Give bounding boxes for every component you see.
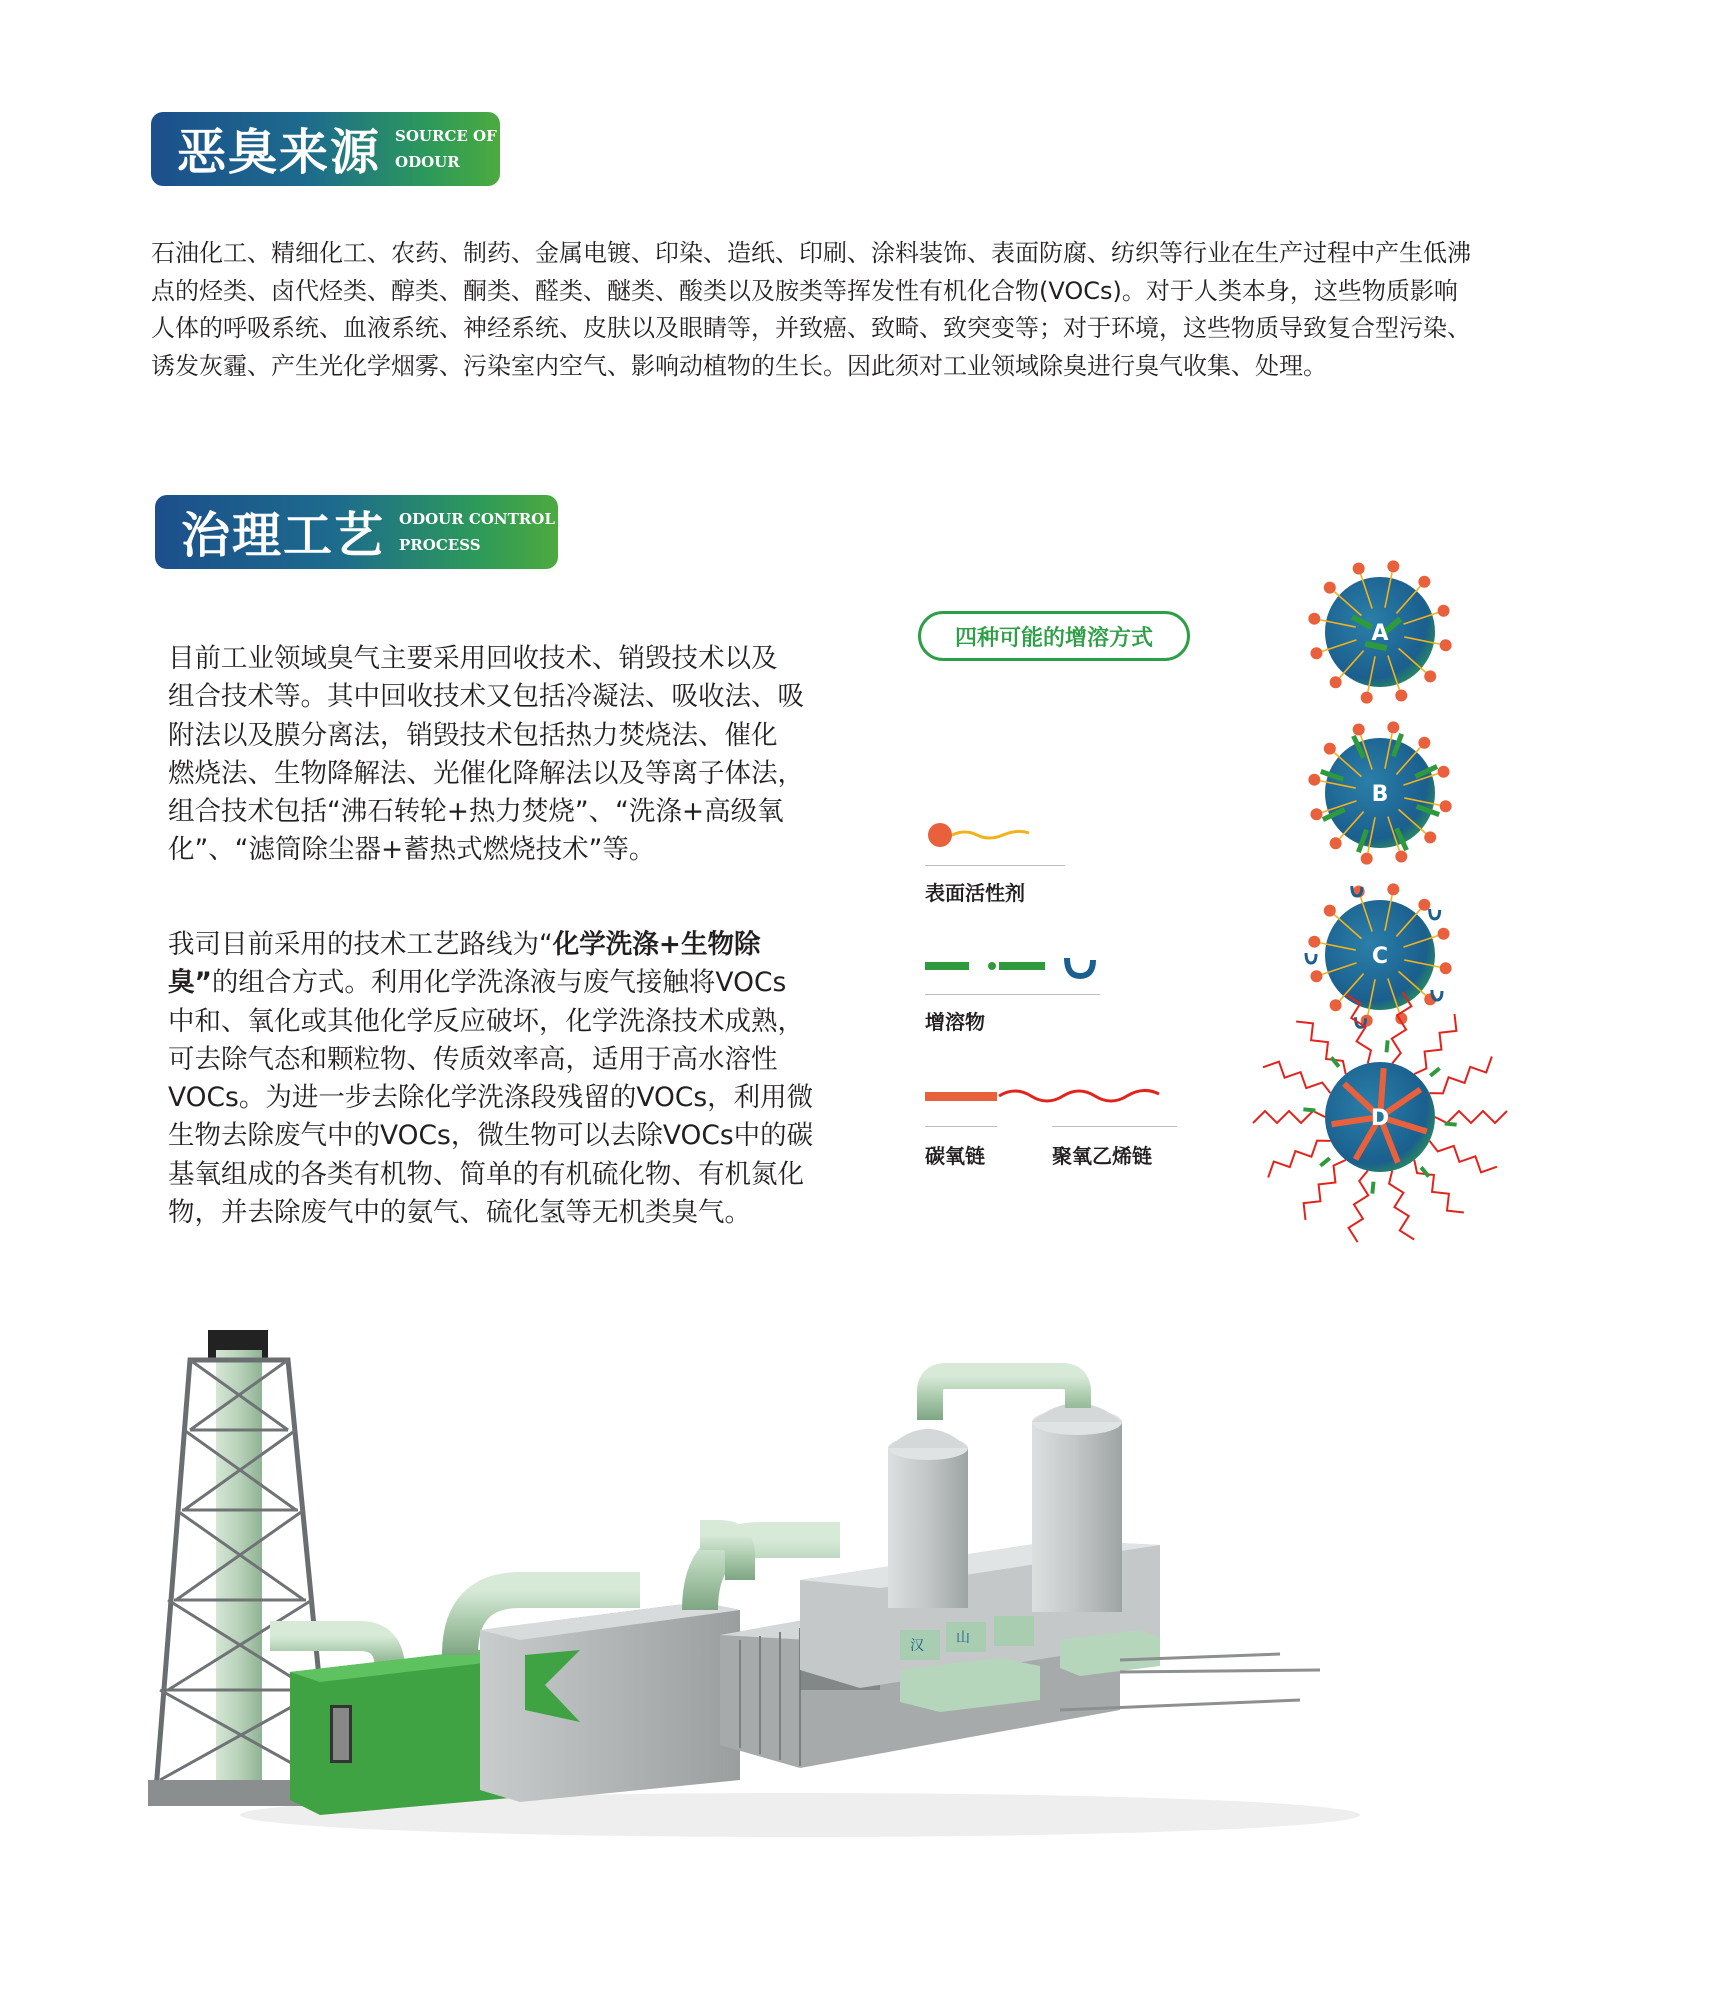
section-title-cn: 治理工艺 <box>181 507 386 564</box>
paragraph-line: 目前工业领域臭气主要采用回收技术、销毁技术以及 <box>168 643 778 674</box>
peo-chain <box>1304 1160 1346 1220</box>
surfactant-head <box>1330 999 1342 1011</box>
surfactant-head <box>1353 723 1365 735</box>
micelle-label: D <box>1370 1106 1390 1131</box>
paragraph-line: 可去除气态和颗粒物、传质效率高，适用于高水溶性 <box>168 1043 778 1075</box>
surfactant-head <box>1324 582 1336 594</box>
section-title-en-line: PROCESS <box>399 536 481 554</box>
solubilizer <box>1306 953 1316 963</box>
peo-chain <box>1268 1141 1330 1178</box>
surfactant-head <box>1438 605 1450 617</box>
panel-mark: 山 <box>956 1630 970 1646</box>
surfactant-head <box>1387 883 1399 895</box>
micelle-label: A <box>1371 621 1389 646</box>
paragraph-line: 人体的呼吸系统、血液系统、神经系统、皮肤以及眼睛等，并致癌、致畸、致突变等；对于环境，这些物质导致复合型污染、 <box>151 314 1471 342</box>
paragraph-text: 我司目前采用的技术工艺路线为“ <box>168 929 553 960</box>
solubilizer <box>1303 1109 1315 1110</box>
surfactant-head <box>1308 613 1320 625</box>
surfactant-head <box>1440 962 1452 974</box>
legend-divider <box>925 865 1065 866</box>
solubilizer-legend-icon <box>925 950 1105 984</box>
paragraph-line: 基氧组成的各类有机物、简单的有机硫化物、有机氮化 <box>168 1158 804 1190</box>
source-paragraph <box>151 235 1471 385</box>
paragraph-line: 石油化工、精细化工、农药、制药、金属电镀、印染、造纸、印刷、涂料装饰、表面防腐、纺织等行业在生产过程中产生低沸 <box>151 239 1471 267</box>
surfactant-head <box>1418 737 1430 749</box>
section-title-en <box>395 123 497 175</box>
surfactant-legend-icon <box>925 815 1045 855</box>
paragraph-line: VOCs。为进一步去除化学洗涤段残留的VOCs，利用微 <box>168 1082 814 1114</box>
legend-divider <box>1052 1126 1177 1127</box>
surfactant-head <box>1330 837 1342 849</box>
section-title-en-line: ODOUR <box>395 153 460 171</box>
solubilizer <box>1445 1123 1457 1124</box>
section-title-en-line: SOURCE OF <box>395 127 497 145</box>
solubilizer <box>1372 1182 1373 1194</box>
section-title-en <box>399 506 555 558</box>
surfactant-head <box>1395 851 1407 863</box>
section-banner-control <box>155 495 558 569</box>
paragraph-line: 燃烧法、生物降解法、光催化降解法以及等离子体法， <box>168 757 804 789</box>
solubilizer <box>1432 990 1442 1000</box>
surfactant-head <box>1361 692 1373 704</box>
surfactant-head <box>1308 936 1320 948</box>
surfactant-head <box>1330 676 1342 688</box>
carbon-chain <box>1380 1068 1383 1111</box>
solubilizer <box>1320 1158 1329 1166</box>
peo-chain <box>1430 1141 1497 1172</box>
surfactant-head <box>1438 928 1450 940</box>
surfactant-head <box>1310 647 1322 659</box>
paragraph-text: 的组合方式。利用化学洗涤液与废气接触将VOCs <box>211 967 787 999</box>
surfactant-head <box>1324 905 1336 917</box>
surfactant-head <box>1324 743 1336 755</box>
surfactant-head <box>1424 831 1436 843</box>
section-title-cn: 恶臭来源 <box>177 124 382 181</box>
paragraph-line: 物，并去除废气中的氨气、硫化氢等无机类臭气。 <box>168 1197 751 1229</box>
micelle-diagram <box>1240 560 1520 1260</box>
paragraph-line: 附法以及膜分离法，销毁技术包括热力焚烧法、催化 <box>168 719 778 751</box>
surfactant-head <box>1361 853 1373 865</box>
chain-legend-icon <box>925 1082 1185 1112</box>
tower-tank-right <box>1032 1403 1122 1612</box>
control-paragraph-1 <box>168 640 804 870</box>
surfactant-head <box>1440 800 1452 812</box>
peo-chain <box>1263 1062 1330 1093</box>
paragraph-line <box>168 926 813 964</box>
fan-box <box>290 1650 510 1815</box>
legend-label-carbon-chain: 碳氧链 <box>925 1144 985 1168</box>
solubilizer <box>1386 1040 1387 1052</box>
solubilizer <box>1430 909 1440 919</box>
surfactant-head <box>1440 639 1452 651</box>
legend-label-solubilizer: 增溶物 <box>925 1010 985 1034</box>
paragraph-line: 诱发灰霾、产生光化学烟雾、污染室内空气、影响动植物的生长。因此须对工业领域除臭进行臭气收集、处理。 <box>151 351 1327 380</box>
surfactant-head <box>1310 970 1322 982</box>
surfactant-head <box>1387 560 1399 572</box>
solubilizer <box>1430 1068 1439 1076</box>
filter-unit <box>480 1602 740 1802</box>
surfactant-head <box>1387 721 1399 733</box>
surfactant-head <box>1424 670 1436 682</box>
paragraph-bold-text: 臭” <box>168 967 212 999</box>
paragraph-line: 组合技术等。其中回收技术又包括冷凝法、吸收法、吸 <box>168 681 804 713</box>
peo-chain <box>1430 1056 1492 1093</box>
tower-tank-left <box>888 1429 968 1608</box>
surfactant-head <box>1308 774 1320 786</box>
paragraph-line: 中和、氧化或其他化学反应破坏，化学洗涤技术成熟， <box>168 1005 804 1037</box>
peo-chain <box>1414 1014 1456 1074</box>
panel-mark: 汉 <box>910 1638 924 1654</box>
treatment-plant-illustration <box>160 1310 1540 1850</box>
surfactant-head <box>1438 766 1450 778</box>
peo-chain <box>1389 1171 1414 1240</box>
solubilization-pill-label: 四种可能的增溶方式 <box>918 611 1190 661</box>
peo-chain <box>1435 1111 1507 1123</box>
micelle-label: C <box>1371 944 1389 969</box>
paragraph-line: 化”、“滤筒除尘器+蓄热式燃烧技术”等。 <box>168 834 656 866</box>
surfactant-head <box>1395 690 1407 702</box>
solubilizer <box>1421 1167 1429 1176</box>
legend-label-surfactant: 表面活性剂 <box>925 881 1025 905</box>
paragraph-bold-text: 化学洗涤+生物除 <box>552 929 761 960</box>
legend-divider <box>925 994 1100 995</box>
paragraph-line <box>168 964 813 1002</box>
paragraph-line: 组合技术包括“沸石转轮+热力焚烧”、“洗涤+高级氧 <box>168 796 784 828</box>
solubilizer <box>1331 1057 1339 1066</box>
surfactant-head <box>1418 576 1430 588</box>
paragraph-line: 点的烃类、卤代烃类、醇类、酮类、醛类、醚类、酸类以及胺类等挥发性有机化合物(VOCs)。对于人类本身，这些物质影响 <box>151 276 1458 305</box>
paragraph-line: 生物去除废气中的VOCs，微生物可以去除VOCs中的碳 <box>168 1120 814 1152</box>
legend-divider <box>925 1126 997 1127</box>
control-paragraph-2 <box>168 926 813 1232</box>
micelle-label: B <box>1371 782 1389 807</box>
peo-chain <box>1349 1171 1369 1243</box>
surfactant-head <box>1353 562 1365 574</box>
legend-label-peo-chain: 聚氧乙烯链 <box>1052 1144 1152 1168</box>
section-title-en-line: ODOUR CONTROL <box>399 510 555 528</box>
peo-chain <box>1253 1111 1325 1123</box>
surfactant-head <box>1310 808 1322 820</box>
section-banner-source <box>151 112 500 186</box>
